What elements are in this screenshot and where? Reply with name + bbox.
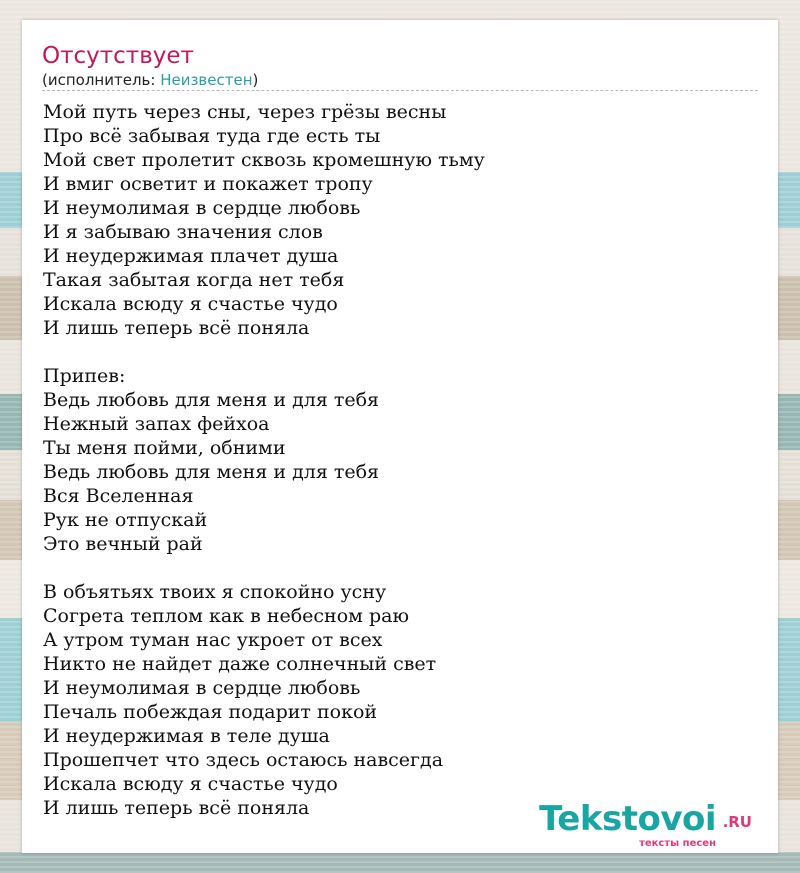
logo-name: Tekstovoi <box>539 799 716 839</box>
lyrics-line: Прошепчет что здесь остаюсь навсегда <box>43 749 444 771</box>
logo-tagline: тексты песен <box>639 838 716 849</box>
artist-suffix: ) <box>252 71 259 89</box>
lyrics-line: В объятьях твоих я спокойно усну <box>43 581 387 603</box>
lyrics-line: И я забываю значения слов <box>43 221 323 243</box>
artist-line <box>42 71 258 89</box>
song-title: Отсутствует <box>42 43 194 69</box>
lyrics-line: Такая забытая когда нет тебя <box>43 269 345 291</box>
artist-link[interactable]: Неизвестен <box>160 71 253 89</box>
lyrics-line: Согрета теплом как в небесном раю <box>43 605 410 627</box>
lyrics-line: И неумолимая в сердце любовь <box>43 677 361 699</box>
title-divider <box>42 90 758 91</box>
lyrics-line: Вся Вселенная <box>43 485 194 507</box>
lyrics-line: И неудержимая в теле душа <box>43 725 330 747</box>
lyrics-line: И лишь теперь всё поняла <box>43 317 310 339</box>
lyrics-line: Мой свет пролетит сквозь кромешную тьму <box>43 149 485 171</box>
site-logo[interactable] <box>539 799 752 852</box>
logo-tld: .RU <box>722 813 752 831</box>
lyrics-line: Рук не отпускай <box>43 509 208 531</box>
lyrics-text <box>43 100 485 820</box>
lyrics-line: И лишь теперь всё поняла <box>43 797 310 819</box>
lyrics-line: Ведь любовь для меня и для тебя <box>43 389 380 411</box>
lyrics-line: Искала всюду я счастье чудо <box>43 293 338 315</box>
lyrics-card <box>22 20 778 853</box>
lyrics-line: Ты меня пойми, обними <box>43 437 286 459</box>
lyrics-line: Про всё забывая туда где есть ты <box>43 125 381 147</box>
artist-prefix: (исполнитель: <box>42 71 161 89</box>
lyrics-line: Печаль побеждая подарит покой <box>43 701 378 723</box>
lyrics-line: Никто не найдет даже солнечный свет <box>43 653 437 675</box>
lyrics-line: А утром туман нас укроет от всех <box>43 629 383 651</box>
lyrics-blank-line <box>43 556 485 580</box>
lyrics-blank-line <box>43 340 485 364</box>
lyrics-line: Ведь любовь для меня и для тебя <box>43 461 380 483</box>
lyrics-line: Это вечный рай <box>43 533 203 555</box>
lyrics-line: Нежный запах фейхоа <box>43 413 270 435</box>
lyrics-line: Мой путь через сны, через грёзы весны <box>43 101 447 123</box>
lyrics-line: И вмиг осветит и покажет тропу <box>43 173 373 195</box>
lyrics-line: Искала всюду я счастье чудо <box>43 773 338 795</box>
lyrics-line: Припев: <box>43 365 126 387</box>
lyrics-line: И неудержимая плачет душа <box>43 245 339 267</box>
lyrics-line: И неумолимая в сердце любовь <box>43 197 361 219</box>
